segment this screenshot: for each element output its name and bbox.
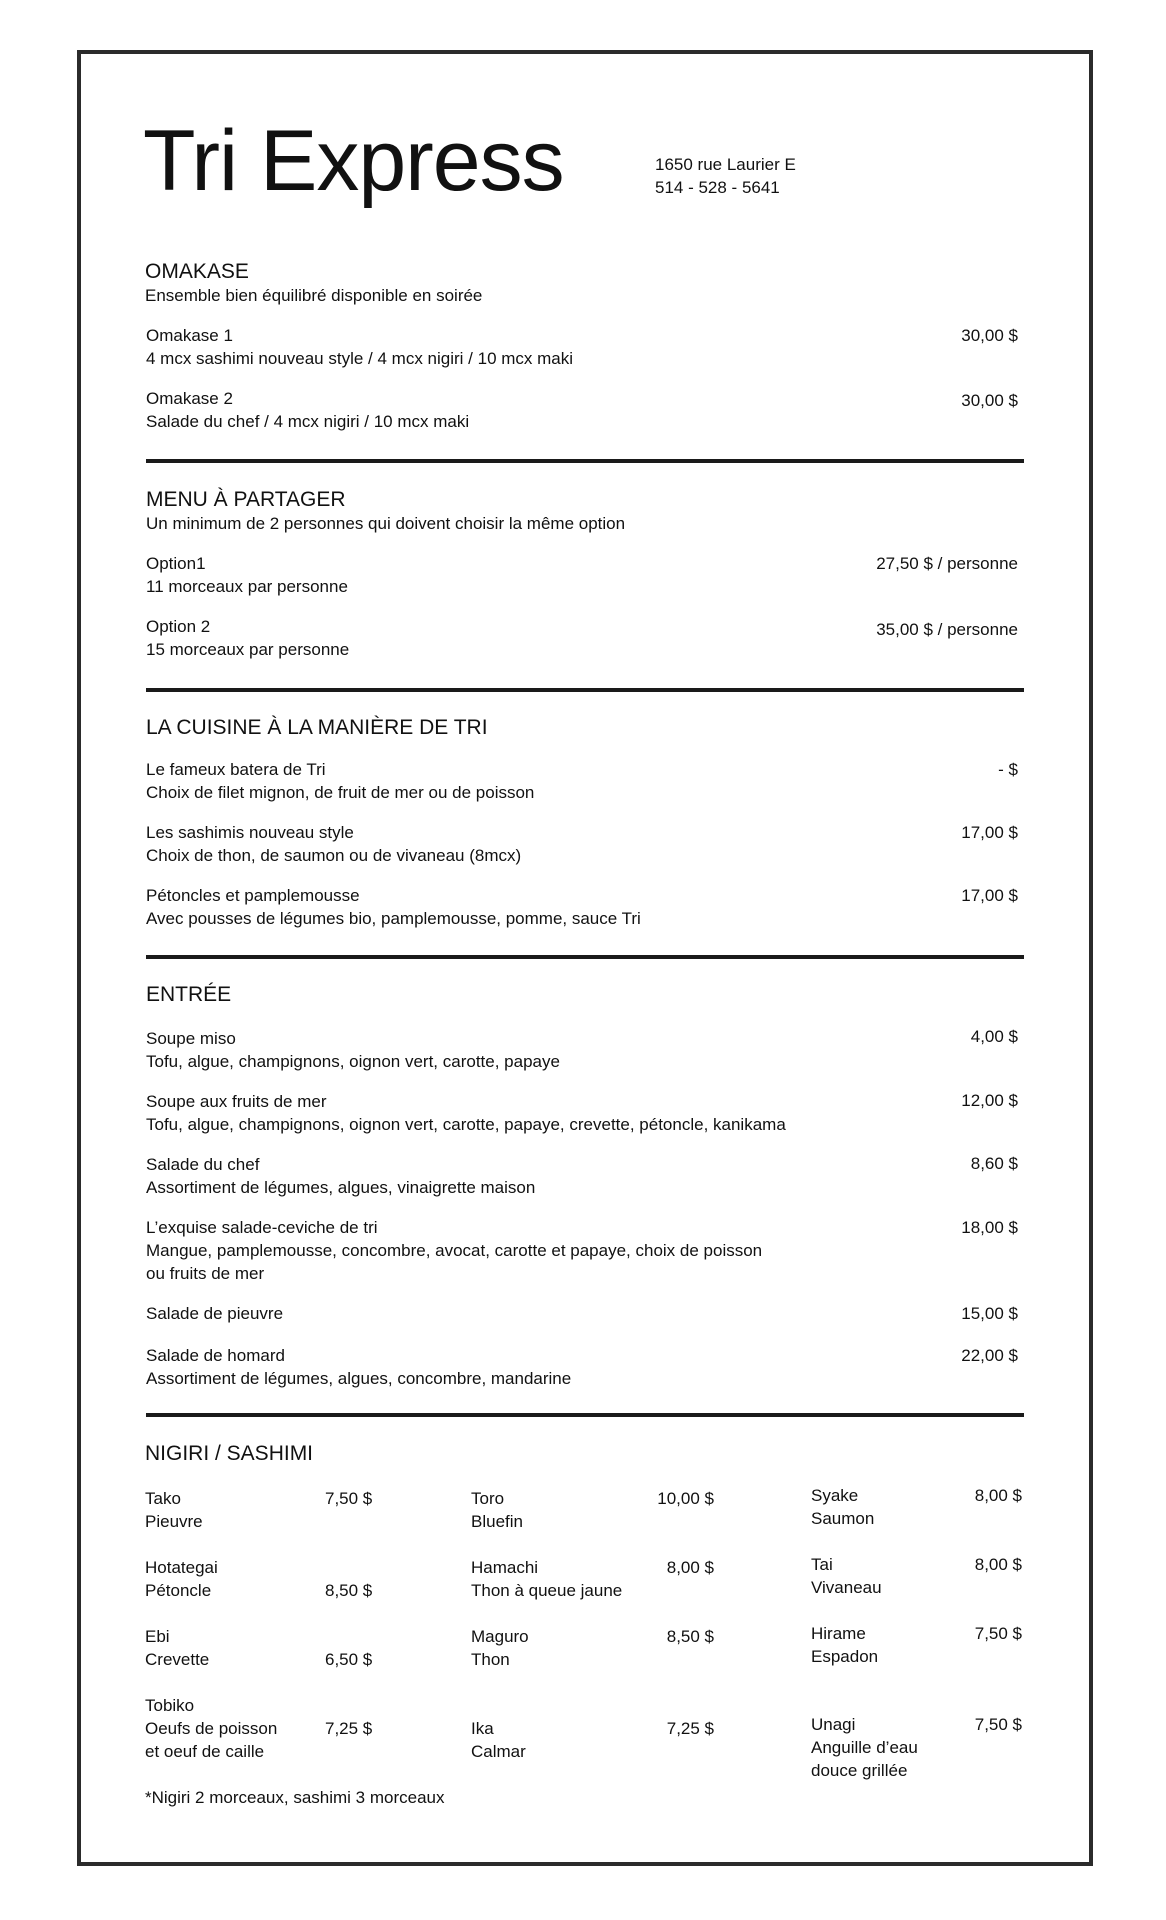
menu-item-desc: Choix de filet mignon, de fruit de mer ou de poisson — [146, 783, 535, 802]
menu-item-desc: Tofu, algue, champignons, oignon vert, carotte, papaye, crevette, pétoncle, kanikama — [146, 1115, 786, 1134]
menu-item-name: Soupe miso — [146, 1029, 236, 1048]
menu-item-name: Pétoncles et pamplemousse — [146, 886, 360, 905]
menu-item-desc: 4 mcx sashimi nouveau style / 4 mcx nigiri / 10 mcx maki — [146, 349, 574, 368]
nigiri-item-desc: et oeuf de caille — [145, 1742, 265, 1761]
menu-item-desc: Mangue, pamplemousse, concombre, avocat, carotte et papaye, choix de poisson — [146, 1241, 763, 1260]
nigiri-item-price: 7,25 $ — [325, 1719, 373, 1738]
nigiri-item-desc: Saumon — [811, 1509, 875, 1528]
menu-item-desc: Assortiment de légumes, algues, concombre, mandarine — [146, 1369, 572, 1388]
nigiri-item-desc: douce grillée — [811, 1761, 908, 1780]
menu-item-price: 18,00 $ — [961, 1218, 1018, 1237]
nigiri-item-desc: Calmar — [471, 1742, 526, 1761]
menu-item-desc: ou fruits de mer — [146, 1264, 265, 1283]
menu-item-name: Salade de pieuvre — [146, 1304, 284, 1323]
menu-item-price: 30,00 $ — [961, 326, 1018, 345]
nigiri-item-name: Ika — [471, 1719, 494, 1738]
nigiri-item-price: 10,00 $ — [657, 1489, 714, 1508]
menu-item-desc: Salade du chef / 4 mcx nigiri / 10 mcx maki — [146, 412, 470, 431]
menu-item-price: 27,50 $ / personne — [876, 554, 1018, 573]
nigiri-item-desc: Anguille d’eau — [811, 1738, 918, 1757]
restaurant-phone: 514 - 528 - 5641 — [655, 178, 780, 197]
restaurant-name: Tri Express — [143, 113, 564, 209]
nigiri-item-name: Hamachi — [471, 1558, 539, 1577]
menu-item-name: L’exquise salade-ceviche de tri — [146, 1218, 378, 1237]
menu-item-desc: 15 morceaux par personne — [146, 640, 350, 659]
nigiri-item-price: 8,00 $ — [974, 1555, 1022, 1574]
menu-item-name: Les sashimis nouveau style — [146, 823, 354, 842]
menu-item-price: 35,00 $ / personne — [876, 620, 1018, 639]
nigiri-item-desc: Thon à queue jaune — [471, 1581, 623, 1600]
nigiri-footnote: *Nigiri 2 morceaux, sashimi 3 morceaux — [145, 1788, 445, 1807]
nigiri-item-desc: Thon — [471, 1650, 510, 1669]
menu-item-desc: 11 morceaux par personne — [146, 577, 348, 596]
nigiri-item-name: Maguro — [471, 1627, 529, 1646]
nigiri-item-name: Hirame — [811, 1624, 866, 1643]
menu-item-desc: Tofu, algue, champignons, oignon vert, carotte, papaye — [146, 1052, 560, 1071]
nigiri-item-desc: Bluefin — [471, 1512, 523, 1531]
nigiri-item-desc: Pieuvre — [145, 1512, 203, 1531]
menu-item-price: 17,00 $ — [961, 823, 1018, 842]
nigiri-item-name: Toro — [471, 1489, 505, 1508]
section-title-partager: MENU À PARTAGER — [146, 488, 346, 511]
nigiri-item-name: Tai — [811, 1555, 833, 1574]
nigiri-item-desc: Pétoncle — [145, 1581, 212, 1600]
section-subtitle-partager: Un minimum de 2 personnes qui doivent choisir la même option — [146, 514, 626, 533]
nigiri-item-name: Ebi — [145, 1627, 170, 1646]
section-subtitle-omakase: Ensemble bien équilibré disponible en soirée — [145, 286, 483, 305]
section-title-entree: ENTRÉE — [146, 983, 232, 1006]
section-divider — [146, 688, 1024, 692]
menu-item-name: Omakase 1 — [146, 326, 233, 345]
nigiri-item-name: Syake — [811, 1486, 859, 1505]
restaurant-address: 1650 rue Laurier E — [655, 155, 796, 174]
nigiri-item-name: Tako — [145, 1489, 181, 1508]
nigiri-item-price: 7,50 $ — [974, 1624, 1022, 1643]
nigiri-item-desc: Vivaneau — [811, 1578, 882, 1597]
nigiri-item-desc: Espadon — [811, 1647, 879, 1666]
nigiri-item-price: 7,50 $ — [974, 1715, 1022, 1734]
nigiri-item-price: 8,00 $ — [974, 1486, 1022, 1505]
nigiri-item-price: 7,25 $ — [666, 1719, 714, 1738]
section-title-cuisine: LA CUISINE À LA MANIÈRE DE TRI — [146, 716, 488, 739]
menu-item-price: 12,00 $ — [961, 1091, 1018, 1110]
menu-item-price: - $ — [998, 760, 1018, 779]
menu-item-name: Option1 — [146, 554, 206, 573]
nigiri-item-desc: Oeufs de poisson — [145, 1719, 278, 1738]
nigiri-item-name: Hotategai — [145, 1558, 218, 1577]
section-divider — [146, 955, 1024, 959]
section-title-nigiri: NIGIRI / SASHIMI — [145, 1442, 314, 1465]
nigiri-item-price: 8,50 $ — [325, 1581, 373, 1600]
menu-item-price: 8,60 $ — [970, 1154, 1018, 1173]
nigiri-item-price: 7,50 $ — [325, 1489, 373, 1508]
menu-item-desc: Assortiment de légumes, algues, vinaigrette maison — [146, 1178, 536, 1197]
menu-item-price: 15,00 $ — [961, 1304, 1018, 1323]
nigiri-item-price: 6,50 $ — [325, 1650, 373, 1669]
menu-item-price: 30,00 $ — [961, 391, 1018, 410]
menu-item-name: Omakase 2 — [146, 389, 233, 408]
nigiri-item-price: 8,00 $ — [666, 1558, 714, 1577]
nigiri-item-desc: Crevette — [145, 1650, 210, 1669]
menu-item-name: Le fameux batera de Tri — [146, 760, 326, 779]
section-divider — [146, 1413, 1024, 1417]
nigiri-item-name: Unagi — [811, 1715, 856, 1734]
menu-item-name: Option 2 — [146, 617, 211, 636]
menu-item-desc: Choix de thon, de saumon ou de vivaneau (8mcx) — [146, 846, 522, 865]
nigiri-item-price: 8,50 $ — [666, 1627, 714, 1646]
nigiri-item-name: Tobiko — [145, 1696, 195, 1715]
menu-item-desc: Avec pousses de légumes bio, pamplemousse, pomme, sauce Tri — [146, 909, 641, 928]
menu-item-name: Salade du chef — [146, 1155, 260, 1174]
menu-item-name: Salade de homard — [146, 1346, 285, 1365]
section-divider — [146, 459, 1024, 463]
section-title-omakase: OMAKASE — [145, 260, 249, 283]
menu-item-price: 4,00 $ — [970, 1027, 1018, 1046]
menu-item-price: 22,00 $ — [961, 1346, 1018, 1365]
menu-item-price: 17,00 $ — [961, 886, 1018, 905]
menu-item-name: Soupe aux fruits de mer — [146, 1092, 327, 1111]
